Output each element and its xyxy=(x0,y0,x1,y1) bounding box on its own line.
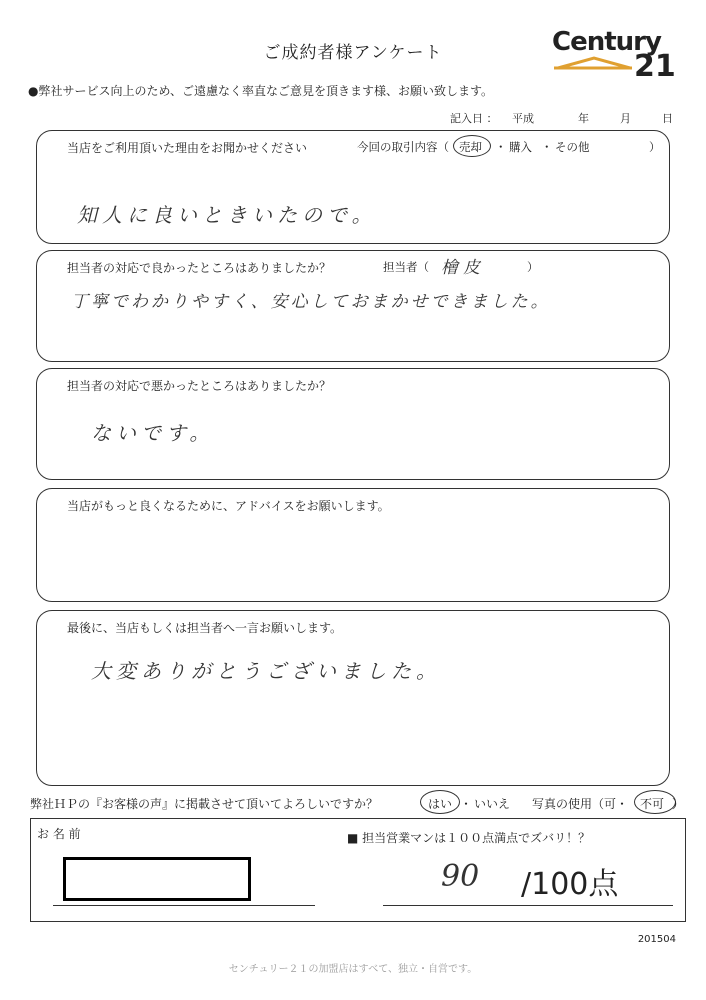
selected-circle xyxy=(420,790,460,814)
form-code: 201504 xyxy=(637,934,676,945)
selected-circle xyxy=(453,135,491,157)
section-question: 最後に、当店もしくは担当者へ一言お願いします。 xyxy=(67,621,343,635)
handwritten-answer: 丁寧でわかりやすく、安心しておまかせできました。 xyxy=(71,292,551,312)
handwritten-answer: ないです。 xyxy=(91,421,215,445)
staff-name: 檜皮 xyxy=(441,258,485,278)
date-label: 記入日 ： xyxy=(450,112,498,125)
svg-text:21: 21 xyxy=(634,49,676,80)
section-bad-points xyxy=(36,368,670,480)
section-good-points: 担当者の対応で良かったところはありましたか？ 担当者（ 檜皮 ） 丁寧でわかりやすく、安心しておまかせできました。 xyxy=(36,250,670,362)
option-buy: 購入 xyxy=(509,140,532,154)
name-underline xyxy=(53,905,315,906)
footer-note: センチュリー２１の加盟店はすべて、独立・自営です。 xyxy=(228,964,478,975)
score-total: /100点 xyxy=(521,867,619,902)
section-reason: 当店をご利用頂いた理由をお聞かせください 今回の取引内容（ 売却 ・ 購入 ・ その他 ） 知人に良いときいたので。 xyxy=(36,130,670,244)
date-era: 平成 xyxy=(512,112,534,125)
intro-text: ●弊社サービス向上のため、ご遠慮なく率直なご意見を頂きます様、お願い致します。 xyxy=(28,84,494,98)
score-underline xyxy=(383,905,673,906)
svg-text:Century: Century xyxy=(552,27,661,57)
section-advice xyxy=(36,488,670,602)
option-sell: 売却 xyxy=(459,140,482,154)
score-value: 90 xyxy=(441,859,480,894)
section-question: 担当者の対応で悪かったところはありましたか？ xyxy=(67,379,332,393)
signature-area xyxy=(30,818,686,922)
page-title: ご成約者様アンケート xyxy=(263,43,443,63)
section-question: 当店がもっと良くなるために、アドバイスをお願いします。 xyxy=(67,499,390,513)
score-label: ■ 担当営業マンは１００点満点でズバリ！？ xyxy=(347,831,591,845)
selected-circle xyxy=(634,790,676,814)
transaction-label: 今回の取引内容（ xyxy=(357,140,449,154)
section-question: 当店をご利用頂いた理由をお聞かせください xyxy=(67,141,308,155)
name-label: お 名 前 xyxy=(37,827,81,841)
section-message xyxy=(36,610,670,786)
date-year: 年 xyxy=(578,112,589,125)
option-other: その他 xyxy=(555,140,590,154)
redacted-name xyxy=(63,857,251,901)
century21-logo xyxy=(550,24,680,80)
date-month: 月 xyxy=(620,112,631,125)
photo-usage: 写真の使用（可・ xyxy=(532,797,629,811)
consent-question: 弊社ＨＰの『お客様の声』に掲載させて頂いてよろしいですか？ xyxy=(30,797,379,811)
handwritten-answer: 知人に良いときいたので。 xyxy=(77,203,377,227)
handwritten-answer: 大変ありがとうございました。 xyxy=(91,659,441,683)
consent-yes: はい xyxy=(428,797,453,811)
staff-label: 担当者（ xyxy=(383,260,429,274)
photo-no: 不可 xyxy=(640,797,665,811)
consent-no: いいえ xyxy=(474,797,511,811)
date-day: 日 xyxy=(662,112,673,125)
section-question: 担当者の対応で良かったところはありましたか？ xyxy=(67,261,332,275)
